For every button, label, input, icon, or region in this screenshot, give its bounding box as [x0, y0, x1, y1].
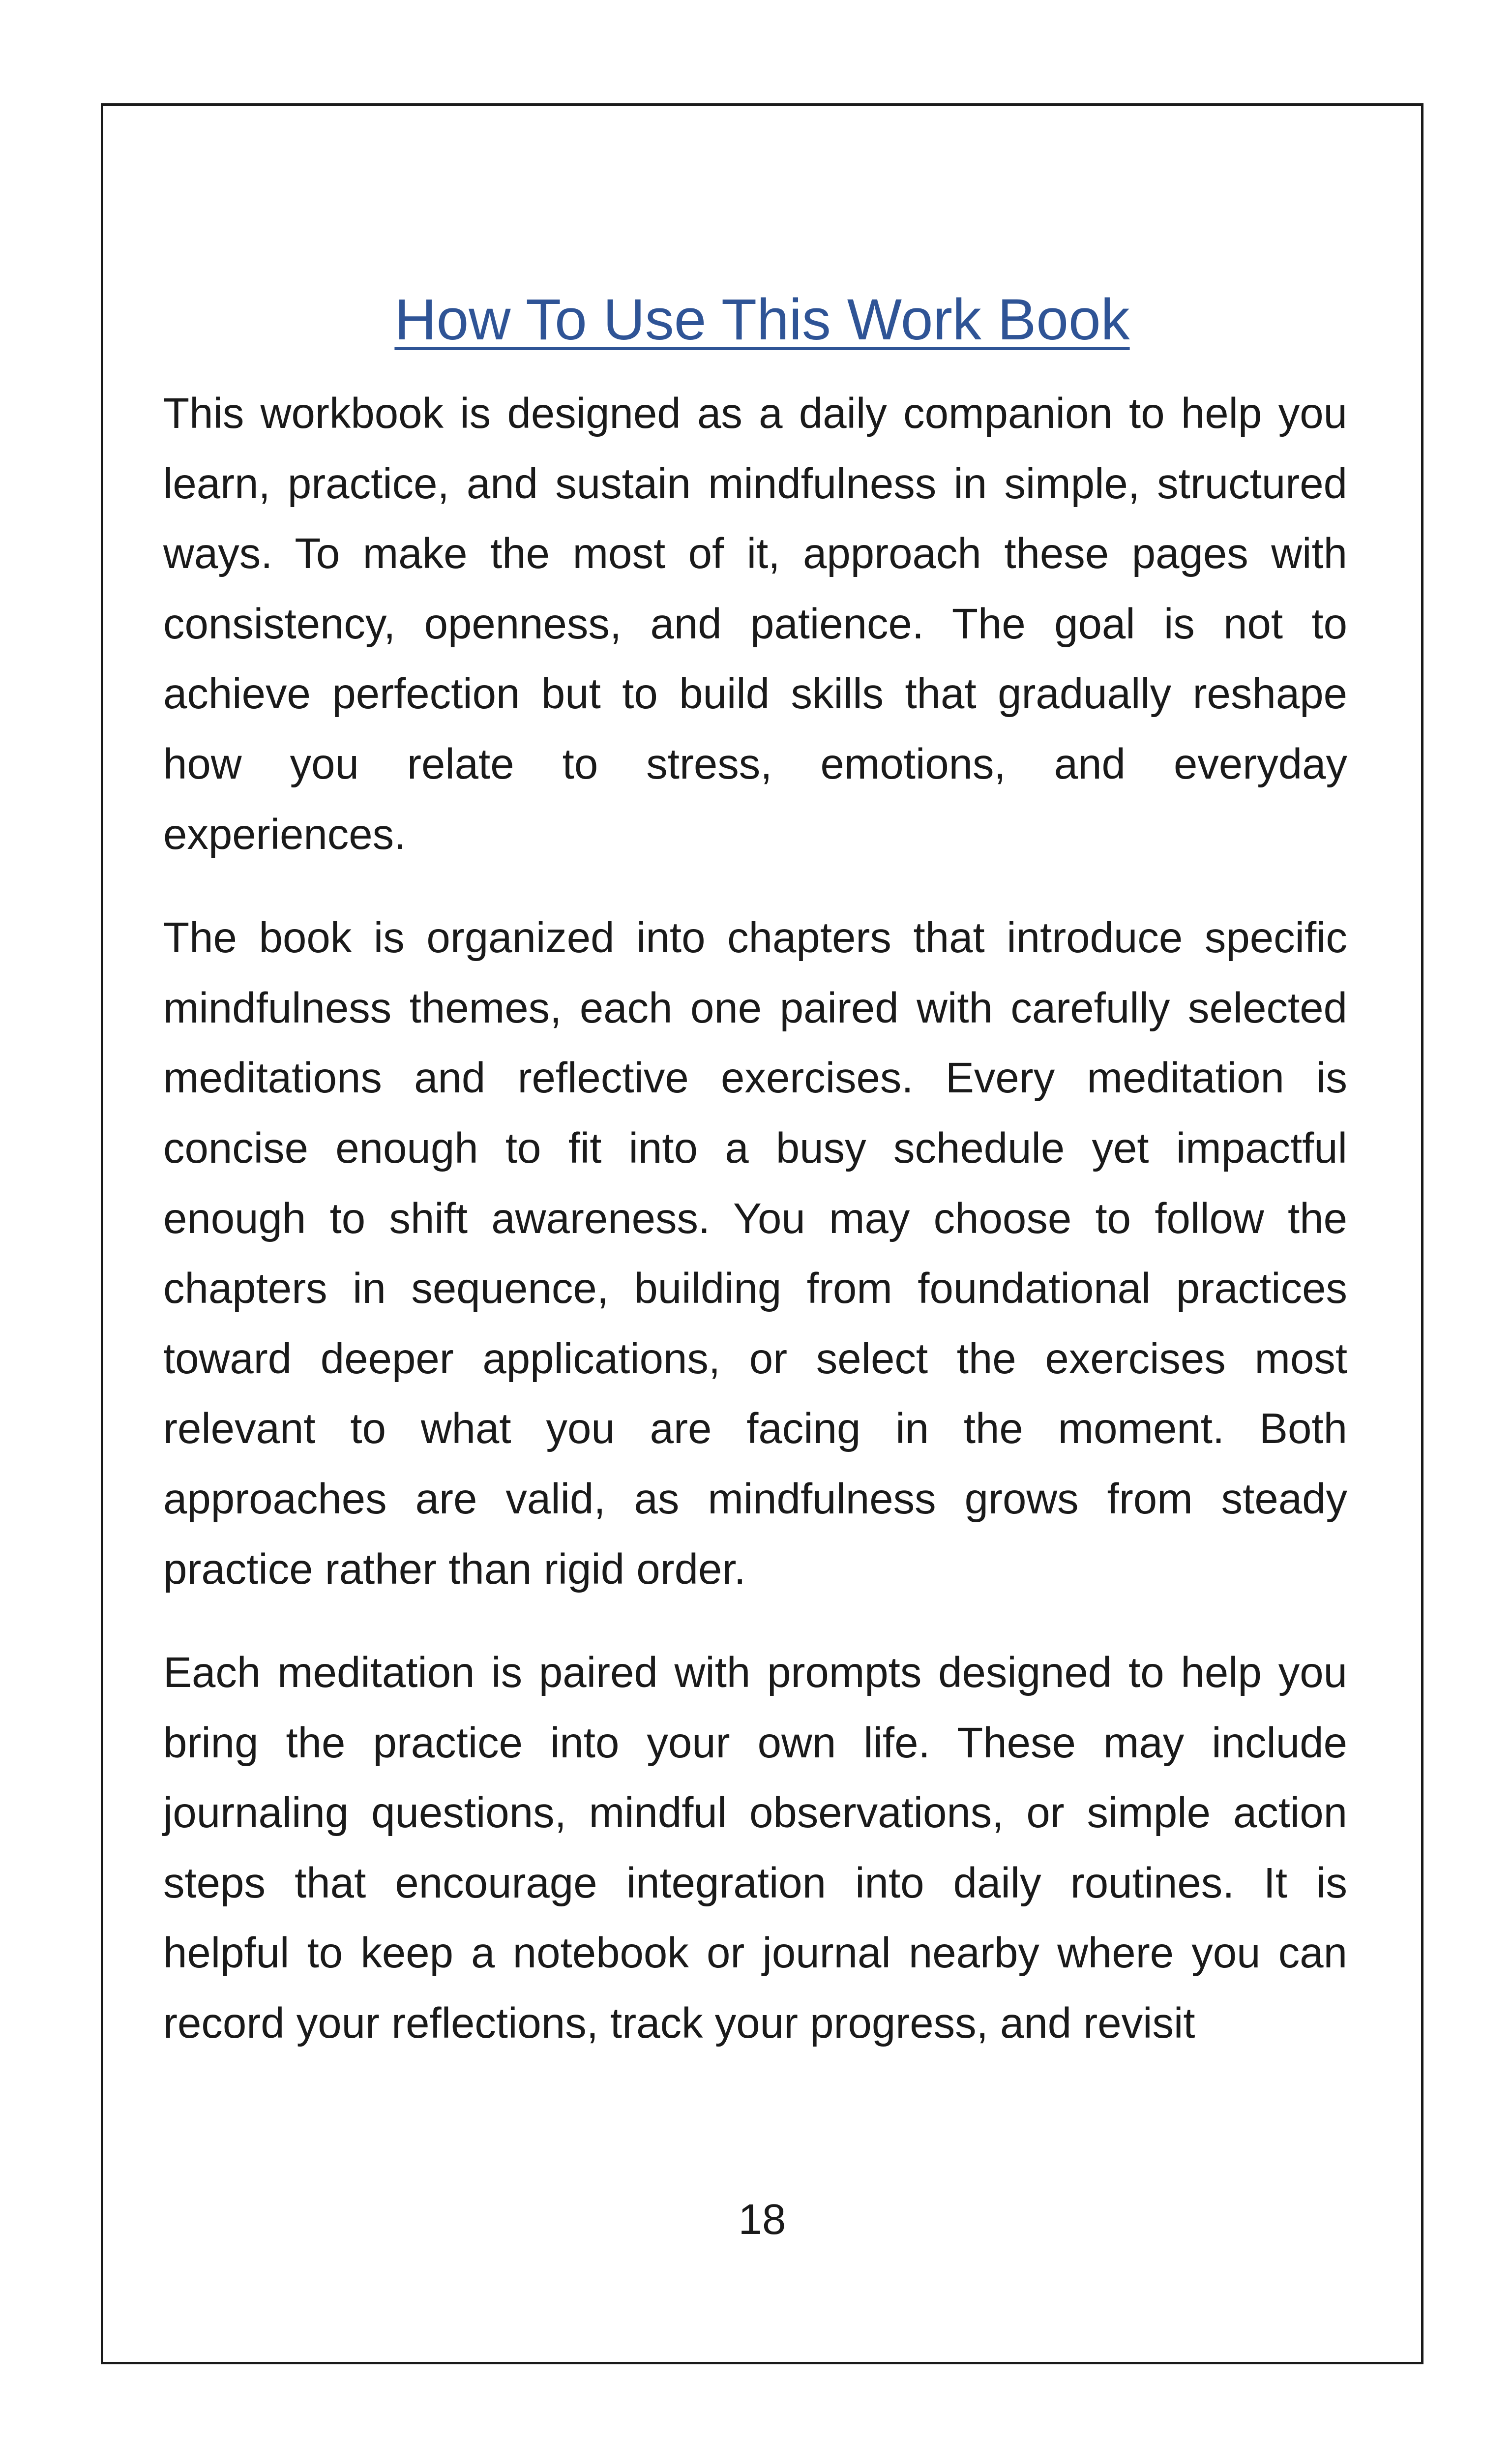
page-title: How To Use This Work Book: [394, 287, 1130, 352]
paragraph-prompts: Each meditation is paired with prompts designed to help you bring the practice into your own life. These may include journaling questions, mindful observations, or simple action steps that encourage integration into daily routines. It is helpful to keep a notebook or journal nearby where you can record your reflections, track your progress, and revisit: [163, 1649, 1347, 2048]
paragraph-intro: This workbook is designed as a daily companion to help you learn, practice, and sustain mindfulness in simple, structured ways. To make the most of it, approach these pages with consistency, openness, and patience. The goal is not to achieve perfection but to build skills that gradually reshape how you relate to stress, emotions, and everyday experiences.: [163, 390, 1347, 858]
page-number: 18: [738, 2196, 786, 2243]
page-frame: [101, 103, 1423, 2364]
body-text: [163, 379, 1347, 2092]
paragraph-organization: The book is organized into chapters that introduce specific mindfulness themes, each one paired with carefully selected meditations and reflective exercises. Every meditation is concise enough to fit into a busy schedule yet impactful enough to shift awareness. You may choose to follow the chapters in sequence, building from foundational practices toward deeper applications, or select the exercises most relevant to what you are facing in the moment. Both approaches are valid, as mindfulness grows from steady practice rather than rigid order.: [163, 914, 1347, 1593]
